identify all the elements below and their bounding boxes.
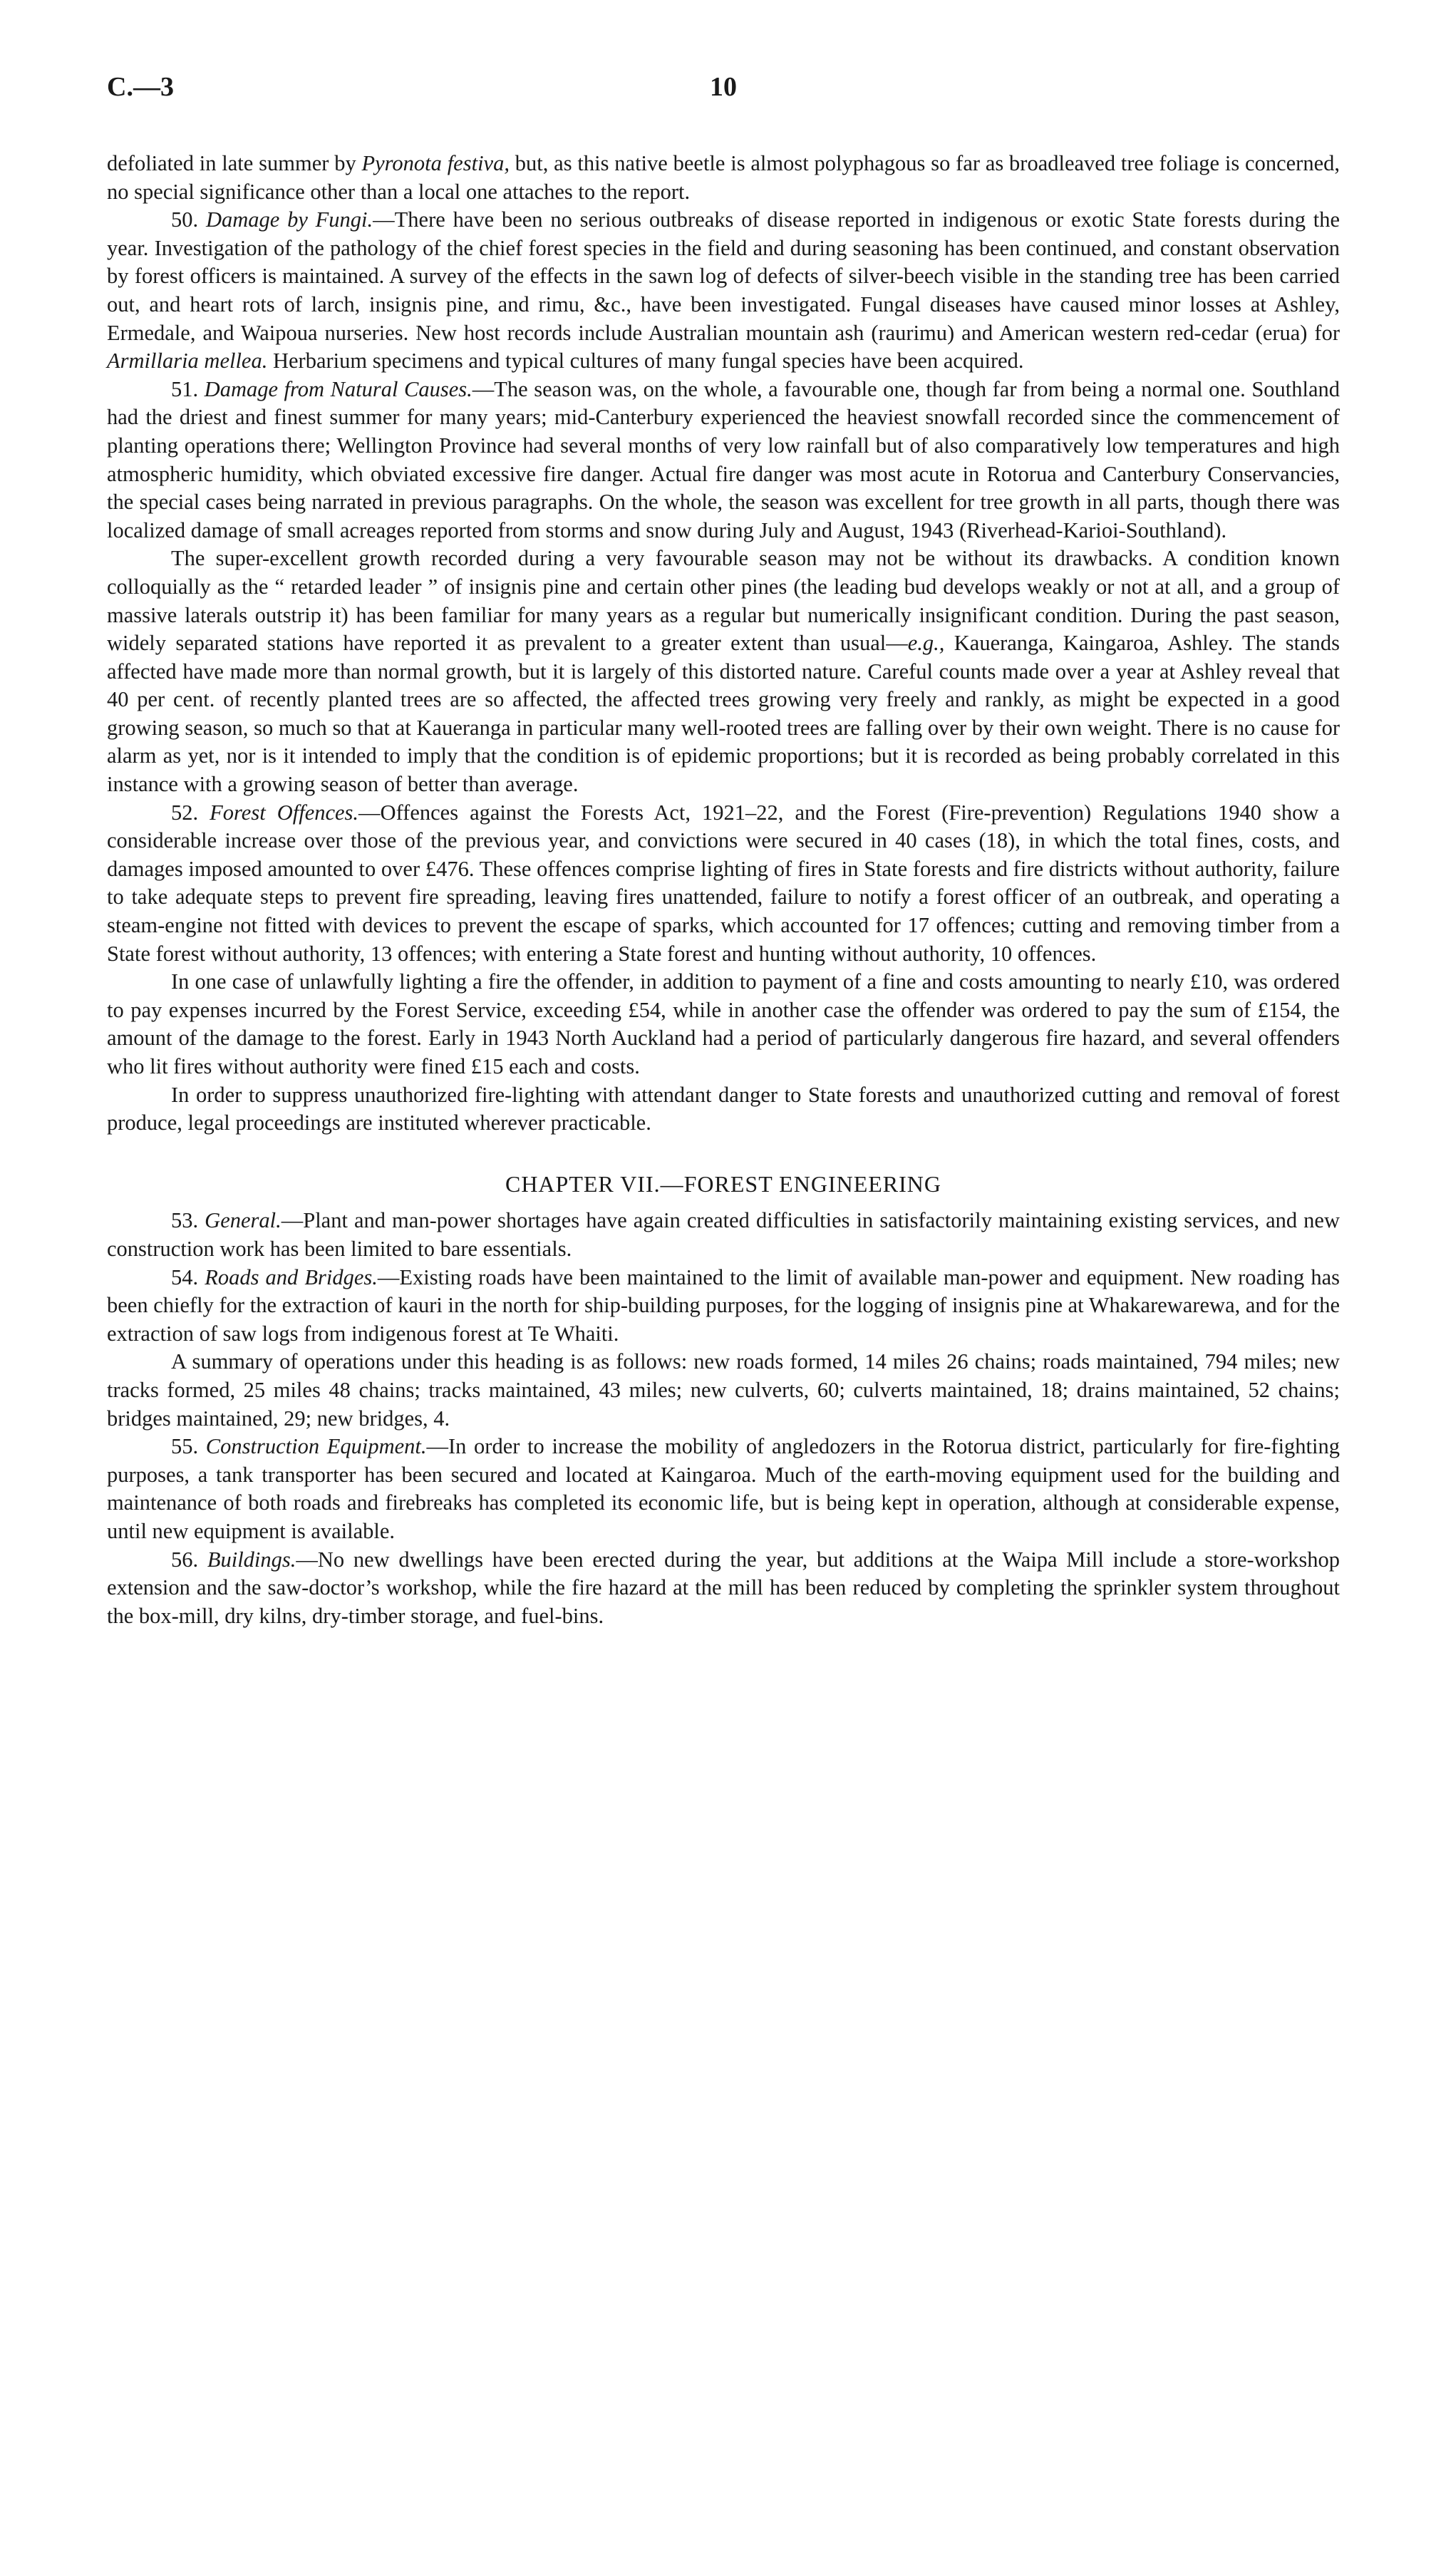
document-page	[107, 71, 1340, 1630]
paragraph-52: 52. Forest Offences.—Offences against the Forests Act, 1921–22, and the Forest (Fire-prevention) Regulations 1940 show a considerable increase over those of the previous year, and convictions were secured in 40 cases (18), in which the total fines, costs, and damages imposed amounted to over £476. These offences comprise lighting of fires in State forests and fire districts without authority, failure to take adequate steps to prevent fire spreading, leaving fires unattended, failure to notify a forest officer of an outbreak, and operating a steam-engine not fitted with devices to prevent the escape of sparks, which accounted for 17 offences; cutting and removing timber from a State forest without authority, 13 offences; with entering a State forest and hunting without authority, 10 offences.	[107, 800, 1340, 966]
paragraph-heading: Buildings.	[207, 1547, 296, 1572]
paragraph-heading: Damage by Fungi.	[205, 207, 373, 232]
abbreviation: e.g.,	[907, 631, 945, 656]
paragraph-52-proceedings: In order to suppress unauthorized fire-lighting with attendant danger to State forests and unauthorized cutting and removal of forest produce, legal proceedings are instituted wherever practicable.	[107, 1082, 1340, 1135]
chapter-heading: CHAPTER VII.—FOREST ENGINEERING	[505, 1170, 942, 1197]
body-text	[107, 150, 1340, 1630]
page-number: 10	[710, 72, 737, 102]
paragraph-number: 51.	[171, 376, 205, 401]
paragraph-number: 54.	[171, 1264, 205, 1289]
paragraph-intro: defoliated in late summer by Pyronota festiva, but, as this native beetle is almost polyphagous so far as broadleaved tree foliage is concerned, no special significance other than a local one attaches to the report.	[107, 151, 1340, 204]
paragraph-51: 51. Damage from Natural Causes.—The season was, on the whole, a favourable one, though far from being a normal one. Southland had the driest and finest summer for many years; mid-Canterbury experienced the heaviest snowfall recorded since the commencement of planting operations there; Wellington Province had several months of very low rainfall but of also comparatively low temperatures and high atmospheric humidity, which obviated excessive fire danger. Actual fire danger was most acute in Rotorua and Canterbury Conservancies, the special cases being narrated in previous paragraphs. On the whole, the season was excellent for tree growth in all parts, though there was localized damage of small acreages reported from storms and snow during July and August, 1943 (Riverhead-Karioi-Southland).	[107, 376, 1340, 542]
paragraph-number: 52.	[171, 800, 210, 825]
paragraph-heading: Forest Offences.	[210, 800, 359, 825]
paragraph-number: 50.	[171, 207, 206, 232]
paragraph-heading: Damage from Natural Causes.	[204, 376, 472, 401]
paragraph-number: 53.	[171, 1208, 205, 1233]
paragraph-55: 55. Construction Equipment.—In order to increase the mobility of angledozers in the Rotorua district, particularly for fire-fighting purposes, a tank transporter has been secured and located at Kaingaroa. Much of the earth-moving equipment used for the building and maintenance of both roads and firebreaks has completed its economic life, but is being kept in operation, although at considerable expense, until new equipment is available.	[107, 1434, 1340, 1543]
paragraph-54: 54. Roads and Bridges.—Existing roads have been maintained to the limit of available man-power and equipment. New roading has been chiefly for the extraction of kauri in the north for ship-building purposes, for the logging of insignis pine at Whakarewarewa, and for the extraction of saw logs from indigenous forest at Te Whaiti.	[107, 1264, 1340, 1346]
paragraph-heading: Construction Equipment.	[205, 1434, 427, 1459]
species-name: Pyronota festiva,	[361, 151, 510, 175]
paragraph-52-fines: In one case of unlawfully lighting a fire the offender, in addition to payment of a fine and costs amounting to nearly £10, was ordered to pay expenses incurred by the Forest Service, exceeding £54, while in another case the offender was ordered to pay the sum of £154, the amount of the damage to the forest. Early in 1943 North Auckland had a period of particularly dangerous fire hazard, and several offenders who lit fires without authority were fined £15 each and costs.	[107, 969, 1340, 1078]
paragraph-heading: General.	[205, 1208, 281, 1233]
species-name: Armillaria mellea.	[107, 349, 268, 373]
paragraph-56: 56. Buildings.—No new dwellings have been erected during the year, but additions at the Waipa Mill include a store-workshop extension and the saw-doctor’s workshop, while the fire hazard at the mill has been reduced by completing the sprinkler system throughout the box-mill, dry kilns, dry-timber storage, and fuel-bins.	[107, 1547, 1340, 1628]
document-reference: C.—3	[107, 72, 174, 102]
paragraph-51-continued: The super-excellent growth recorded during a very favourable season may not be without its drawbacks. A condition known colloquially as the “ retarded leader ” of insignis pine and certain other pines (the leading bud develops weakly or not at all, and a group of massive laterals outstrip it) has been familiar for many years as a regular but numerically insignificant condition. During the past season, widely separated stations have reported it as prevalent to a greater extent than usual—e.g., Kauerangа, Kaingaroa, Ashley. The stands affected have made more than normal growth, but it is largely of this distorted nature. Careful counts made over a year at Ashley reveal that 40 per cent. of recently planted trees are so affected, the affected trees growing very freely and rankly, as might be expected in a good growing season, so much so that at Kauerangа in particular many well-rooted trees are falling over by their own weight. There is no cause for alarm as yet, nor is it intended to imply that the condition is of epidemic proportions; but it is recorded as being probably correlated in this instance with a growing season of better than average.	[107, 546, 1340, 797]
paragraph-54-summary: A summary of operations under this heading is as follows: new roads formed, 14 miles 26 chains; roads maintained, 794 miles; new tracks formed, 25 miles 48 chains; tracks maintained, 43 miles; new culverts, 60; culverts maintained, 18; drains maintained, 52 chains; bridges maintained, 29; new bridges, 4.	[107, 1349, 1340, 1431]
paragraph-53: 53. General.—Plant and man-power shortages have again created difficulties in satisfactorily maintaining existing services, and new construction work has been limited to bare essentials.	[107, 1208, 1340, 1261]
page-header	[107, 71, 1340, 114]
paragraph-heading: Roads and Bridges.	[205, 1264, 378, 1289]
paragraph-number: 56.	[171, 1547, 207, 1572]
paragraph-50: 50. Damage by Fungi.—There have been no serious outbreaks of disease reported in indigenous or exotic State forests during the year. Investigation of the pathology of the chief forest species in the field and during seasoning has been continued, and constant observation by forest officers is maintained. A survey of the effects in the sawn log of defects of silver-beech visible in the standing tree has been carried out, and heart rots of larch, insignis pine, and rimu, &c., have been investigated. Fungal diseases have caused minor losses at Ashley, Ermedale, and Waipoua nurseries. New host records include Australian mountain ash (raurimu) and American western red-cedar (erua) for Armillaria mellea. Herbarium specimens and typical cultures of many fungal species have been acquired.	[107, 207, 1340, 373]
paragraph-number: 55.	[171, 1434, 206, 1459]
